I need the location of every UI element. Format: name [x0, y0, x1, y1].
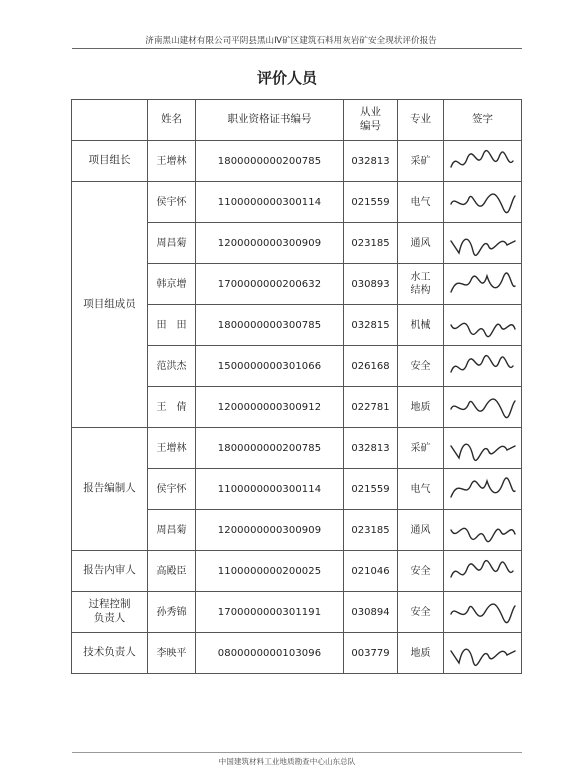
specialty-cell: 通风: [398, 510, 444, 551]
cert-cell: 1700000000200632: [196, 264, 344, 305]
name-cell: 李映平: [148, 633, 196, 674]
personnel-table: [71, 99, 522, 674]
name-cell: 高殿臣: [148, 551, 196, 592]
specialty-cell: 安全: [398, 346, 444, 387]
cert-cell: 1800000000200785: [196, 141, 344, 182]
practice-no-cell: 022781: [344, 387, 398, 428]
handwritten-signature: [447, 637, 519, 669]
signature-stroke: [451, 239, 515, 255]
role-cell: 过程控制 负责人: [72, 592, 148, 633]
signature-stroke: [451, 561, 513, 577]
cert-cell: 1100000000300114: [196, 182, 344, 223]
signature-cell: [444, 551, 522, 592]
specialty-cell: 水工 结构: [398, 264, 444, 305]
signature-cell: [444, 346, 522, 387]
signature-cell: [444, 592, 522, 633]
handwritten-signature: [447, 514, 519, 546]
column-header-specialty: 专业: [398, 100, 444, 141]
role-cell: 报告内审人: [72, 551, 148, 592]
signature-cell: [444, 510, 522, 551]
signature-cell: [444, 305, 522, 346]
header-divider: [72, 48, 522, 49]
signature-stroke: [451, 399, 515, 418]
practice-no-cell: 032813: [344, 141, 398, 182]
handwritten-signature: [447, 145, 519, 177]
table-row: [72, 551, 522, 592]
page-title: 评价人员: [256, 69, 317, 87]
cert-cell: 1700000000301191: [196, 592, 344, 633]
specialty-cell: 电气: [398, 469, 444, 510]
signature-cell: [444, 633, 522, 674]
signature-cell: [444, 141, 522, 182]
signature-stroke: [451, 604, 515, 623]
name-cell: 王 倩: [148, 387, 196, 428]
signature-stroke: [451, 478, 515, 497]
handwritten-signature: [447, 350, 519, 382]
footer-divider: [72, 752, 522, 753]
handwritten-signature: [447, 309, 519, 341]
role-cell: 项目组长: [72, 141, 148, 182]
cert-cell: 0800000000103096: [196, 633, 344, 674]
practice-no-cell: 021559: [344, 469, 398, 510]
name-cell: 孙秀锦: [148, 592, 196, 633]
specialty-cell: 安全: [398, 551, 444, 592]
practice-no-cell: 032815: [344, 305, 398, 346]
running-header: 济南黑山建材有限公司平阴县黑山Ⅳ矿区建筑石料用灰岩矿安全现状评价报告: [145, 36, 437, 46]
name-cell: 韩京增: [148, 264, 196, 305]
practice-no-cell: 023185: [344, 510, 398, 551]
table-row: [72, 633, 522, 674]
signature-stroke: [451, 151, 513, 167]
specialty-cell: 采矿: [398, 428, 444, 469]
role-cell: 项目组成员: [72, 182, 148, 428]
column-header-practice-no: 从业 编号: [344, 100, 398, 141]
signature-cell: [444, 469, 522, 510]
role-cell: 技术负责人: [72, 633, 148, 674]
table-header-row: [72, 100, 522, 141]
column-header-name: 姓名: [148, 100, 196, 141]
cert-cell: 1200000000300909: [196, 510, 344, 551]
cert-cell: 1100000000200025: [196, 551, 344, 592]
handwritten-signature: [447, 596, 519, 628]
table-row: [72, 141, 522, 182]
signature-stroke: [451, 323, 515, 336]
practice-no-cell: 030894: [344, 592, 398, 633]
cert-cell: 1800000000200785: [196, 428, 344, 469]
handwritten-signature: [447, 186, 519, 218]
cert-cell: 1800000000300785: [196, 305, 344, 346]
table-row: [72, 182, 522, 223]
practice-no-cell: 003779: [344, 633, 398, 674]
signature-stroke: [451, 273, 515, 292]
signature-stroke: [451, 649, 515, 665]
practice-no-cell: 021559: [344, 182, 398, 223]
cert-cell: 1500000000301066: [196, 346, 344, 387]
signature-cell: [444, 387, 522, 428]
specialty-cell: 采矿: [398, 141, 444, 182]
name-cell: 王增林: [148, 141, 196, 182]
signature-stroke: [451, 194, 515, 213]
name-cell: 侯宇怀: [148, 469, 196, 510]
footer-organization: 中国建筑材料工业地质勘查中心山东总队: [218, 757, 356, 766]
table-row: [72, 592, 522, 633]
handwritten-signature: [447, 473, 519, 505]
signature-cell: [444, 264, 522, 305]
cert-cell: 1200000000300909: [196, 223, 344, 264]
name-cell: 范洪杰: [148, 346, 196, 387]
practice-no-cell: 032813: [344, 428, 398, 469]
column-header-signature: 签字: [444, 100, 522, 141]
cert-cell: 1100000000300114: [196, 469, 344, 510]
signature-stroke: [451, 356, 513, 372]
name-cell: 侯宇怀: [148, 182, 196, 223]
table-body: [72, 141, 522, 674]
specialty-cell: 安全: [398, 592, 444, 633]
specialty-cell: 通风: [398, 223, 444, 264]
table-row: [72, 428, 522, 469]
practice-no-cell: 021046: [344, 551, 398, 592]
column-header-role: [72, 100, 148, 141]
signature-stroke: [451, 444, 515, 460]
signature-cell: [444, 428, 522, 469]
handwritten-signature: [447, 268, 519, 300]
signature-cell: [444, 182, 522, 223]
role-cell: 报告编制人: [72, 428, 148, 551]
handwritten-signature: [447, 432, 519, 464]
handwritten-signature: [447, 391, 519, 423]
name-cell: 田 田: [148, 305, 196, 346]
specialty-cell: 地质: [398, 633, 444, 674]
cert-cell: 1200000000300912: [196, 387, 344, 428]
practice-no-cell: 023185: [344, 223, 398, 264]
specialty-cell: 地质: [398, 387, 444, 428]
specialty-cell: 机械: [398, 305, 444, 346]
column-header-cert: 职业资格证书编号: [196, 100, 344, 141]
specialty-cell: 电气: [398, 182, 444, 223]
handwritten-signature: [447, 227, 519, 259]
signature-cell: [444, 223, 522, 264]
handwritten-signature: [447, 555, 519, 587]
practice-no-cell: 026168: [344, 346, 398, 387]
name-cell: 王增林: [148, 428, 196, 469]
practice-no-cell: 030893: [344, 264, 398, 305]
name-cell: 周昌菊: [148, 510, 196, 551]
signature-stroke: [451, 528, 515, 541]
name-cell: 周昌菊: [148, 223, 196, 264]
